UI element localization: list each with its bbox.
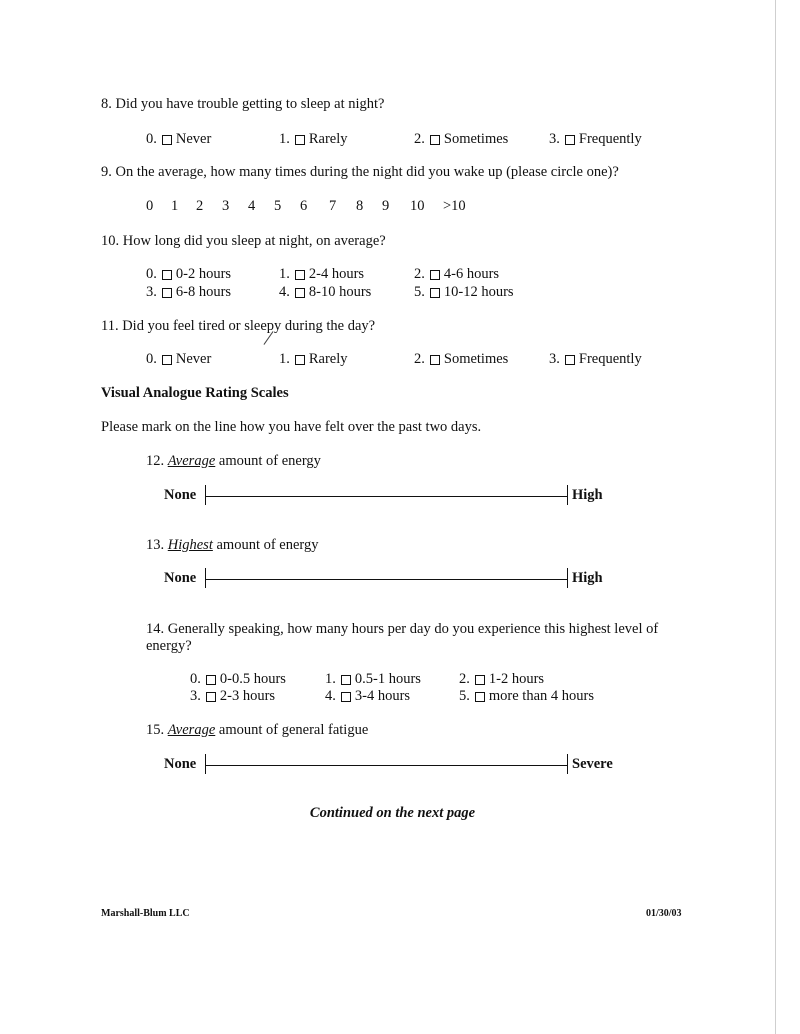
q8-option-never[interactable] (146, 131, 211, 148)
option-number: 2. (414, 131, 425, 147)
wake-count-option[interactable]: 1 (171, 198, 179, 214)
question-text: amount of energy (215, 453, 321, 469)
checkbox-icon[interactable] (295, 355, 305, 365)
wake-count-option[interactable]: 9 (382, 198, 390, 214)
question-number: 12. (146, 453, 168, 469)
option-number: 4. (279, 284, 290, 300)
wake-count-option[interactable]: 2 (196, 198, 204, 214)
checkbox-icon[interactable] (295, 135, 305, 145)
question-10: 10. How long did you sleep at night, on average? (101, 233, 386, 249)
option-label: 1-2 hours (488, 671, 545, 687)
option-number: 3. (146, 284, 157, 300)
option-number: 0. (190, 671, 201, 687)
option-label: 8-10 hours (308, 284, 372, 300)
option-label: Sometimes (443, 131, 509, 147)
option-label: 6-8 hours (175, 284, 232, 300)
checkbox-icon[interactable] (430, 355, 440, 365)
checkbox-icon[interactable] (162, 355, 172, 365)
option-label: 2-3 hours (219, 688, 276, 704)
vas-tick-right (567, 485, 568, 505)
vas-low-label: None (164, 487, 197, 503)
option-number: 5. (414, 284, 425, 300)
checkbox-icon[interactable] (162, 288, 172, 298)
option-label: Sometimes (443, 351, 509, 367)
option-label: Frequently (578, 351, 642, 367)
checkbox-icon[interactable] (341, 692, 351, 702)
wake-count-option[interactable]: >10 (443, 198, 466, 214)
option-number: 2. (414, 266, 425, 282)
wake-count-option[interactable]: 0 (146, 198, 154, 214)
option-label: 0.5-1 hours (354, 671, 421, 687)
q10-option-10-12[interactable] (414, 284, 514, 301)
option-number: 1. (279, 351, 290, 367)
option-number: 1. (279, 266, 290, 282)
vas-line-energy-average[interactable] (205, 496, 567, 497)
vas-tick-left (205, 485, 206, 505)
vas-tick-right (567, 754, 568, 774)
question-13 (146, 537, 319, 554)
vas-line-fatigue-average[interactable] (205, 765, 567, 766)
option-number: 1. (325, 671, 336, 687)
q8-option-sometimes[interactable] (414, 131, 508, 148)
q8-option-frequently[interactable] (549, 131, 642, 148)
section-heading: Visual Analogue Rating Scales (101, 385, 289, 401)
option-number: 3. (549, 351, 560, 367)
q10-option-4-6[interactable] (414, 266, 499, 283)
emphasis: Highest (167, 537, 213, 553)
q14-option-5[interactable] (459, 688, 594, 705)
q11-option-frequently[interactable] (549, 351, 642, 368)
q10-option-2-4[interactable] (279, 266, 364, 283)
checkbox-icon[interactable] (430, 270, 440, 280)
wake-count-option[interactable]: 6 (300, 198, 308, 214)
q14-option-1[interactable] (325, 671, 421, 688)
question-number: 15. (146, 722, 168, 738)
vas-low-label: None (164, 570, 197, 586)
question-12 (146, 453, 321, 470)
option-label: Frequently (578, 131, 642, 147)
option-label: Never (175, 351, 212, 367)
wake-count-option[interactable]: 4 (248, 198, 256, 214)
page-edge (775, 0, 776, 1034)
option-number: 0. (146, 131, 157, 147)
wake-count-option[interactable]: 10 (410, 198, 425, 214)
q14-option-0[interactable] (190, 671, 286, 688)
option-label: 4-6 hours (443, 266, 500, 282)
option-number: 4. (325, 688, 336, 704)
option-number: 2. (459, 671, 470, 687)
vas-instruction: Please mark on the line how you have felt over the past two days. (101, 419, 482, 435)
option-label: Rarely (308, 351, 348, 367)
q10-option-6-8[interactable] (146, 284, 231, 301)
checkbox-icon[interactable] (430, 135, 440, 145)
emphasis: Average (167, 722, 216, 738)
checkbox-icon[interactable] (295, 288, 305, 298)
checkbox-icon[interactable] (341, 675, 351, 685)
question-14-line1: 14. Generally speaking, how many hours per day do you experience this highest level of (146, 621, 659, 637)
checkbox-icon[interactable] (475, 692, 485, 702)
q14-option-2[interactable] (459, 671, 544, 688)
checkbox-icon[interactable] (206, 675, 216, 685)
option-number: 1. (279, 131, 290, 147)
option-number: 0. (146, 266, 157, 282)
question-8: 8. Did you have trouble getting to sleep at night? (101, 96, 385, 112)
vas-tick-right (567, 568, 568, 588)
q8-option-rarely[interactable] (279, 131, 348, 148)
question-11: 11. Did you feel tired or sleepy during the day? (101, 318, 376, 334)
question-14-line2: energy? (146, 638, 192, 654)
option-number: 2. (414, 351, 425, 367)
emphasis: Average (167, 453, 216, 469)
vas-low-label: None (164, 756, 197, 772)
wake-count-option[interactable]: 7 (329, 198, 337, 214)
question-text: amount of energy (212, 537, 319, 553)
wake-count-option[interactable]: 3 (222, 198, 230, 214)
checkbox-icon[interactable] (565, 355, 575, 365)
question-9: 9. On the average, how many times during the night did you wake up (please circle one)? (101, 164, 619, 180)
q14-option-4[interactable] (325, 688, 410, 705)
q10-option-8-10[interactable] (279, 284, 371, 301)
q11-option-never[interactable] (146, 351, 211, 368)
vas-line-energy-highest[interactable] (205, 579, 567, 580)
checkbox-icon[interactable] (162, 270, 172, 280)
checkbox-icon[interactable] (565, 135, 575, 145)
wake-count-option[interactable]: 8 (356, 198, 364, 214)
footer-date: 01/30/03 (646, 908, 682, 919)
option-label: 10-12 hours (443, 284, 514, 300)
wake-count-option[interactable]: 5 (274, 198, 282, 214)
checkbox-icon[interactable] (430, 288, 440, 298)
vas-tick-left (205, 754, 206, 774)
vas-high-label: Severe (572, 756, 613, 772)
question-15 (146, 722, 368, 739)
vas-tick-left (205, 568, 206, 588)
option-number: 0. (146, 351, 157, 367)
checkbox-icon[interactable] (475, 675, 485, 685)
option-label: Rarely (308, 131, 348, 147)
q11-option-sometimes[interactable] (414, 351, 508, 368)
option-label: Never (175, 131, 212, 147)
option-number: 3. (549, 131, 560, 147)
checkbox-icon[interactable] (206, 692, 216, 702)
checkbox-icon[interactable] (295, 270, 305, 280)
question-text: amount of general fatigue (215, 722, 369, 738)
q10-option-0-2[interactable] (146, 266, 231, 283)
vas-high-label: High (572, 487, 603, 503)
option-number: 5. (459, 688, 470, 704)
continued-note: Continued on the next page (309, 805, 476, 821)
question-number: 13. (146, 537, 168, 553)
option-label: more than 4 hours (488, 688, 594, 704)
checkbox-icon[interactable] (162, 135, 172, 145)
vas-high-label: High (572, 570, 603, 586)
footer-company: Marshall-Blum LLC (101, 908, 190, 919)
option-number: 3. (190, 688, 201, 704)
option-label: 0-0.5 hours (219, 671, 286, 687)
option-label: 2-4 hours (308, 266, 365, 282)
q14-option-3[interactable] (190, 688, 275, 705)
q11-option-rarely[interactable] (279, 351, 348, 368)
option-label: 0-2 hours (175, 266, 232, 282)
option-label: 3-4 hours (354, 688, 411, 704)
